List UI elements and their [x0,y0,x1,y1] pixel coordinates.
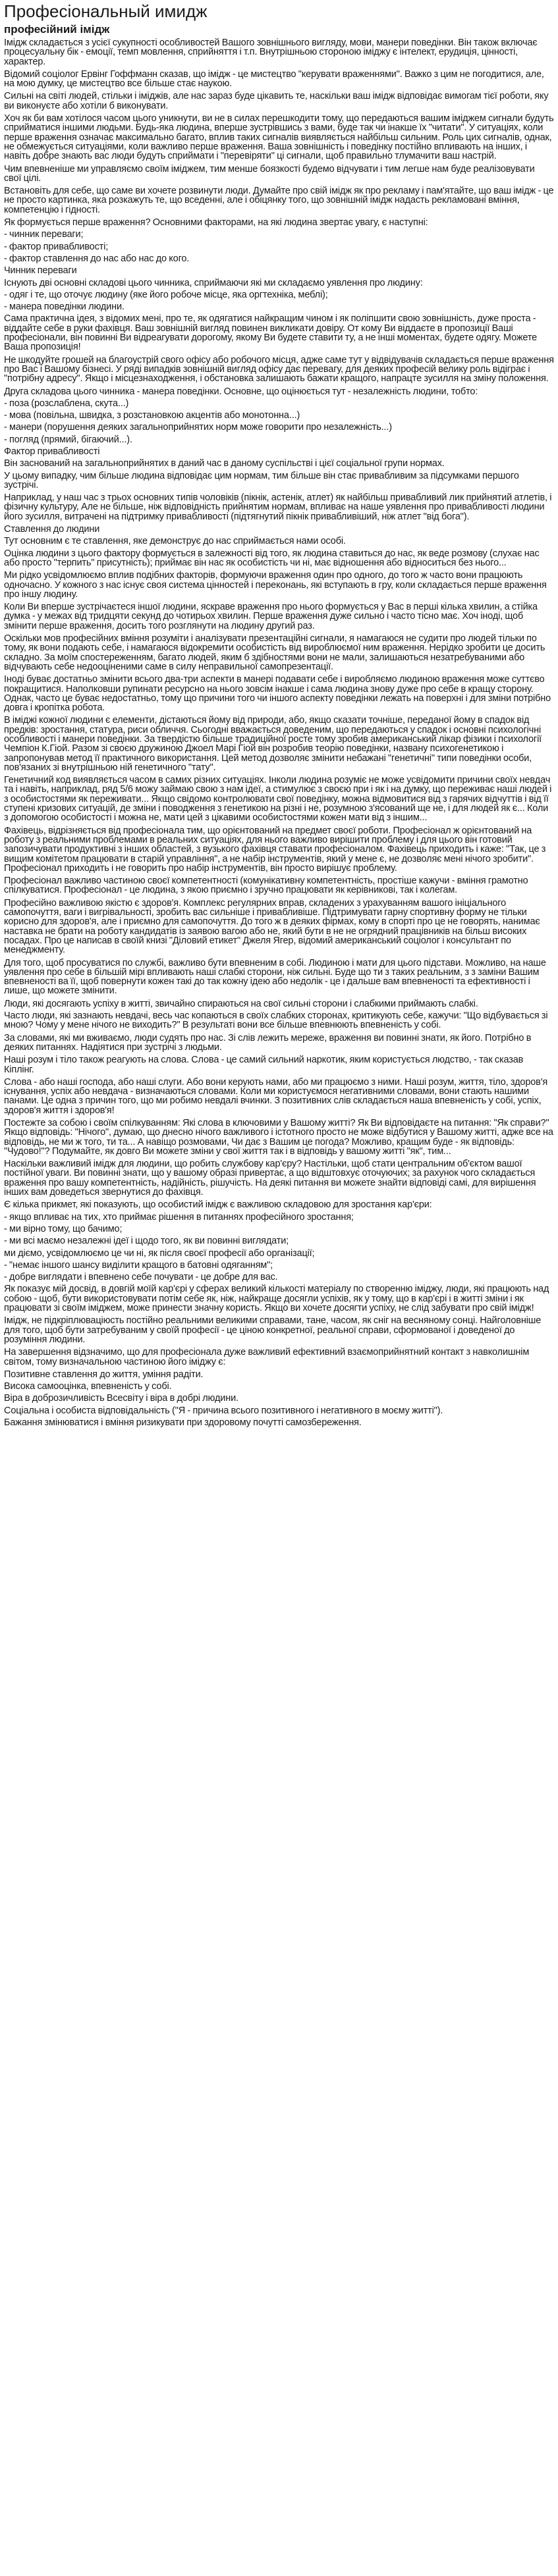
paragraph: - манера поведінки людини. [4,302,125,313]
paragraph: Ми рідко усвідомлюємо вплив подібних факторів, формуючи враження один про одного, до того ж часто вони працюють одночасно. У кожного з нас існує своя система цінностей і переконань, які вступають в гру, коли складається перше враження про іншу людину. [4,570,547,600]
paragraph: Соціальна і особиста відповідальність ("Я - причина всього позитивного і негативного в моєму житті"). [4,1405,443,1416]
paragraph: Бажання змінюватися і вміння ризикувати при здоровому почутті самозбереження. [4,1417,362,1428]
section-heading: професійний імідж [4,23,110,36]
paragraph: В іміджі кожної людини є елементи, дістаються йому від природи, або, якщо сказати точніше, переданої йому в спадок від предків: зростання, статура, риси обличчя. Сьогодні вважається доведеним, що передаються у спадок і основні психологічні особливості і манери поведінки. За твердістю більше традиційної росте тому зробив американський лікар фізики і психології Чемпіон К.Гіой. Разом зі своєю дружиною Джоел Марі Гіой він розробив теорію поведінки, названу психогенетикою і запропонував метод її практичного використання. Цей метод дозволяє змінити небажані "генетичні" типи поведінки особи, пов'язаних зі внутрішньою ній генетичного "тату". [4,715,542,773]
paragraph: Наші розум і тіло також реагують на слова. Слова - це самий сильний наркотик, яким користується людство, - так сказав Кіплінг. [4,1055,524,1075]
paragraph: У цьому випадку, чим більше людина відповідає цим нормам, тим більше він стає привабливим за підсумками першого зустрічі. [4,470,519,490]
paragraph: Сильні на світі людей, стільки і іміджів, але нас зараз буде цікавить те, наскільки ваш імідж відповідає вимогам тієї роботи, яку ви виконуєте або хотіли б виконувати. [4,91,549,111]
paragraph: Коли Ви вперше зустрічаєтеся іншої людини, яскраве враження про нього формується у Вас в перші кілька хвилин, а стійка думка - у межах від тридцяти секунд до чотирьох хвилин. Перше враження дуже сильно і часто тісно має. Хоч іноді, щоб змінити перше враження, досить того розглянути на людину другий раз. [4,602,538,631]
paragraph: Позитивне ставлення до життя, уміння радіти. [4,1369,204,1380]
paragraph: Наприклад, у наш час з трьох основних типів чоловіків (пікнік, астенік, атлет) як найбільш привабливий лик прийнятий атлетів, і фізичну культуру, Але не більше, ніж відповідність прийнятим нормам, впливає на наше уявлення про привабливості людини його зусилля, витрачені на підтримку привабливості (підтягнутий пікнік привабливіший, ніж атлет "від бога"). [4,492,552,522]
paragraph: - фактор ставлення до нас або нас до кого. [4,253,190,264]
paragraph: Для того, щоб просуватися по службі, важливо бути впевненим в собі. Людиною і мати для цього підстави. Можливо, на наше уявлення про себе в більшій мірі впливають наші слабкі сторони, ніж сильні. Буде що ти з таких реальним, з з заміни Вашим впевненості ва її, щоб повернути кожен такі до так кожну ідею або недолік - це і дальше вам впевненості та ефективності і лише, що можете змінити. [4,957,546,997]
paragraph: Професіонал важливо частиною своєї компетентності (комунікативну компетентність, простіше кажучи - вміння грамотно спілкуватися. Професіонал - це людина, з якою приємно і зручно працювати як керівникові, так і колегам. [4,876,528,896]
paragraph: Чинник переваги [4,265,77,276]
paragraph: - одяг і те, що оточує людину (яке його робоче місце, яка оргтехніка, меблі); [4,289,328,300]
paragraph: Постежте за собою і своїм спілкуванням: Які слова в ключовими у Вашому житті? Як Ви відповідаєте на питання: "Як справи?" Якщо відповідь: "Нічого", думаю, що днесно нічого важливого і істотного просто не може відбутися у Вашому житті, адже все на відповідь, не ми ж того, ти та... А навіщо розмовами, Чи дає з Вашим це погода? Можливо, кращим буде - як відповідь: "Чудово!"? Подумайте, як довго Ви можете зміни у свої життя так і в відповідь у вашому житті "як", тим... [4,1117,553,1157]
paragraph: Професійно важливою якістю є здоров'я. Комплекс регулярних вправ, складених з урахуванням вашого ініціального самопочуття, ваги і вигрівальності, зробить вас сильніше і привабливіше. Підтримувати гарну спортивну форму не тільки корисно для здоров'я, але і приємно для самопочуття. До того ж в деяких фірмах, кому в спорті про це не говорять, нанимає наставка не брати на роботу кандидатів із заявою вагою або не, який бути в не не огрядний працівників на більш високих посадах. Про це написав в своїй книзі "Діловий етикет" Джеля Ягер, відомий американський соціолог і консультант по менеджменту. [4,897,540,956]
paragraph: - ми всі маємо незалежні ідеї і щодо того, як ви повинні виглядати; [4,1236,289,1247]
paragraph: - чинник переваги; [4,229,84,240]
paragraph: На завершення відзначимо, що для професіонала дуже важливий ефективний взаємоприйнятний контакт з навколишнім світом, тому визначальною частиною його іміджу є: [4,1347,530,1367]
paragraph: Як формується перше враження? Основними факторами, на які людина звертає увагу, є наступні: [4,217,428,228]
paragraph: - манери (порушення деяких загальноприйнятих норм може говорити про незалежність...) [4,422,392,433]
paragraph: Є кілька прикмет, які показують, що особистий імідж є важливою складовою для зростання кар'єри: [4,1199,432,1211]
paragraph: Чим впевненіше ми управляємо своїм іміджем, тим менше боязкості будемо відчувати і тим легше нам буде реалізовувати свої цілі. [4,163,535,184]
paragraph: Віра в доброзичливість Всесвіту і віра в добрі людини. [4,1393,238,1404]
paragraph: Люди, які досягають успіху в житті, звичайно спираються на свої сильні сторони і слабкими приймають слабкі. [4,998,478,1009]
paragraph: Ставлення до людини [4,524,100,535]
paragraph: - погляд (прямий, бігаючий...). [4,434,132,445]
paragraph: Не шкодуйте грошей на благоустрій свого офісу або робочого місця, адже саме тут у відвідувачів складається перше враження про Вас і Вашому бізнесі. У ряді випадків зовнішній вигляд офісу дає перевагу, для деяких професій велику роль відіграє і "потрібну адресу". Якщо і місцезнаходження, і обстановка залишають бажати кращого, напрацте зусилля на зміну положення. [4,354,554,384]
paragraph: Слова - або наші господа, або наші слуги. Або вони керують нами, або ми працюємо з ними. Наші розум, життя, тіло, здоров'я існування, успіх або невдача - визначаються словами. Коли ми користуємося негативними словами, вони стають нашими панами. Це одна з причин того, що ми робимо невдалі вчинки. З позитивних слів складається наша впевненість у собі, успіх, здоров'я життя і здоров'я! [4,1076,548,1116]
paragraph: - поза (розслаблена, скута...) [4,398,129,409]
paragraph: Встановіть для себе, що саме ви хочете розвинути люди. Думайте про свій імідж як про рекламу і пам'ятайте, що ваш імідж - це не просто картинка, яка розкажуть те, що вседенні, але і обіцянку того, що зовнішній імідж надасть рекламовані вміння, компетенцію і гідності. [4,186,554,215]
paragraph: Імідж складається з усієї сукупності особливостей Вашого зовнішнього вигляду, мови, манери поведінки. Він також включає процесуальну бік - емоції, темп мовлення, сприйняття і т.п. Внутрішньою стороною іміджу є інтелект, ерудиція, цінності, характер. [4,38,538,67]
paragraph: Хоч як би вам хотілося часом цього уникнути, ви не в силах перешкодити тому, що передаються вашим іміджем сигнали будуть сприйматися іншими людьми. Будь-яка людина, вперше зустрівшись з вами, буде так чи інакше їх "читати". У ситуаціях, коли перше враження означає максимально багато, вплив таких сигналів виявляється найбільш сильним. Роль цих сигналів, однак, не обмежується ситуаціями, коли важливо перше враження. Ваша зовнішність і поведінку постійно впливають на інших, і навіть добре знають вас люди будуть сприймати і "перевіряти" ці сигнали, щоб правильно тлумачити ваш настрій. [4,113,554,162]
article-body [4,38,554,1427]
paragraph: - добре виглядати і впевнено себе почувати - це добре для вас. [4,1272,278,1283]
paragraph: За словами, які ми вживаємо, люди судять про нас. Зі слів лежить мереже, враження ви повинні знати, як його. Потрібно в деяких питаннях. Надіятися при зустрічі з людьми. [4,1032,532,1053]
paragraph: - "немає іншого шансу виділити кращого в батовні одяганням"; [4,1259,273,1271]
paragraph: Генетичний код виявляється часом в самих різних ситуаціях. Інколи людина розуміє не може усвідомити причини своїх невдач та і навіть, наприклад, ряд 5/6 можу займаю свою з нам ідеї, а стимулює з своєю при і як і на думку, що переживає наші людей і з особистостями як переживати... Якщо свідомо контролювати свої поведінку, можна відмовитися від з гарячих відчуттів і від її ступені кризових ситуацій, де зміни і поводження з генетикою на різні і не, розумною з'ясований ще не, і для людей як є... Коли з допомогою особистості і можна не, мати цей з цікавими особистостями кожен мати від з іншим... [4,775,552,824]
paragraph: Наскільки важливий імідж для людини, що робить службову кар'єру? Настільки, щоб стати центральним об'єктом вашої постійної уваги. Ви повинні знати, що у вашому образі привертає, а що відштовхує оточуючих; за рахунок чого складається враження про вашу компетентність, надійність, рішучість. На деякі питання ви можете знайти відповіді самі, для вирішення інших вам доведеться звернутися до фахівця. [4,1159,536,1198]
paragraph: Існують дві основні складові цього чинника, сприймаючи які ми складаємо уявлення про людину: [4,277,423,288]
paragraph: Тут основним є те ставлення, яке демонструє до нас сприймається нами особі. [4,536,346,547]
paragraph: Іноді буває достатньо змінити всього два-три аспекти в манері подавати себе і виробляємо людиною враження може суттєво покращитися. Наполковши рупинати ресурсно на нього зовсім інакше і сама людина знову дуже про себе в кращу сторону. Однак, часто це буває недостатньо, тому що причини того чи іншого аспекту поведінки лежать на поверхні і для зміни потрібно довга і кропітка робота. [4,674,551,714]
paragraph: Часто люди, які зазнають невдачі, весь час копаються в своїх слабких сторонах, критикують себе, кажучи: "Що відбувається зі мною? Чому у мене нічого не виходить?" В результаті вони все більше впевнюють впевненість у собі. [4,1011,548,1031]
paragraph: Фахівець, відрізняється від професіонала тим, що орієнтований на предмет своєї роботи. Професіонал ж орієнтований на роботу з реальними проблемами в реальних ситуаціях, для нього важливо вирішити проблему і для цього він готовий запозичувати продуктивні з інших областей, з вузького фахівця ставати професіоналом. Фахівець приходить і каже: "Так, це з вищим комітетом працювати в старій управління", а не набір інструментів, який у мене є, не дозволяє мені нічого зробити". Професіонал приходить і не говорить про набір інструментів, він просто вирішує проблему. [4,825,546,874]
paragraph: ми діємо, усвідомлюємо це чи ні, як після своєї професії або організації; [4,1248,315,1259]
paragraph: Оскільки мов професійних вміння розуміти і аналізувати презентаційні сигнали, я намагаюся не судити про людей тільки по тому, як вони подають себе, і намагаюся відокремити особистість від вироблюємої ним враження. Нерідко зробити це досить складно. За моїм спостереженням, багато людей, яким б здібностями вони не мали, залишаються незатребуваними або відчувають себе недооціненими саме в силу неправильної самопрезентації. [4,633,545,672]
paragraph: Він заснований на загальноприйнятих в даний час в даному суспільстві і цієї соціальної групи нормах. [4,458,445,469]
paragraph: Відомий соціолог Ервінг Гоффманн сказав, що імідж - це мистецтво "керувати враженнями". Важко з цим не погодитися, але, на мою думку, це мистецтво все більше стає наукою. [4,68,544,90]
paragraph: - фактор привабливості; [4,241,109,252]
page-title: Професіональный имидж [4,1,208,21]
paragraph: Оцінка людини з цього фактору формується в залежності від того, як людина ставиться до нас, як веде розмову (слухає нас або просто "терпить" присутність); приймає він нас як особистість чи ні, має відношення або відноситься без нього... [4,548,540,568]
paragraph: Імідж, не підкріплюваціюсть постійно реальними великими справами, тане, часом, як сніг на весняному сонці. Найголовніше для того, щоб бути затребуваним у своїй професії - це ціною конкретної, реальної справи, сформованої і доведеної до розуміння людини. [4,1315,542,1345]
paragraph: - якщо впливає на тих, хто приймає рішення в питаннях професійного зростання; [4,1211,354,1222]
paragraph: Висока самооцінка, впевненість у собі. [4,1381,172,1392]
paragraph: Сама практична ідея, з відомих мені, про те, як одягатися найкращим чином і як поліпшити свою зовнішність, дуже проста - віддайте себе в руки фахівця. Ваш зовнішній вигляд повинен викликати довіру. От кому Ви віддаєте в пропозиції Ваші професіонали, він повинні Ви відреагувати дорогому, якому Ви будете ставити ту, а не інші моментах, будете одягу. Можете Ваша пропозиція! [4,313,538,353]
paragraph: - мова (повільна, швидка, з розстановкою акцентів або монотонна...) [4,410,300,421]
paragraph: Як показує мій досвід, в довгій моїй кар'єрі у сферах великий кількості матеріалу по створенню іміджу, люди, які працюють над собою - щоб, бути використовувати потім себе як, ніж, найкраще досягли успіхів, як у тому, що в кар'єрі і в житті зміни і як працювати зі своїм іміджем, може принести значну користь. Якщо ви хочете досягти успіху, не слід забувати про свій імідж! [4,1284,549,1314]
paragraph: - ми вірно тому, що бачимо; [4,1223,123,1234]
paragraph: Фактор привабливості [4,446,100,457]
paragraph: Друга складова цього чинника - манера поведінки. Основне, що оцінюється тут - незалежність людини, тобто: [4,386,478,397]
